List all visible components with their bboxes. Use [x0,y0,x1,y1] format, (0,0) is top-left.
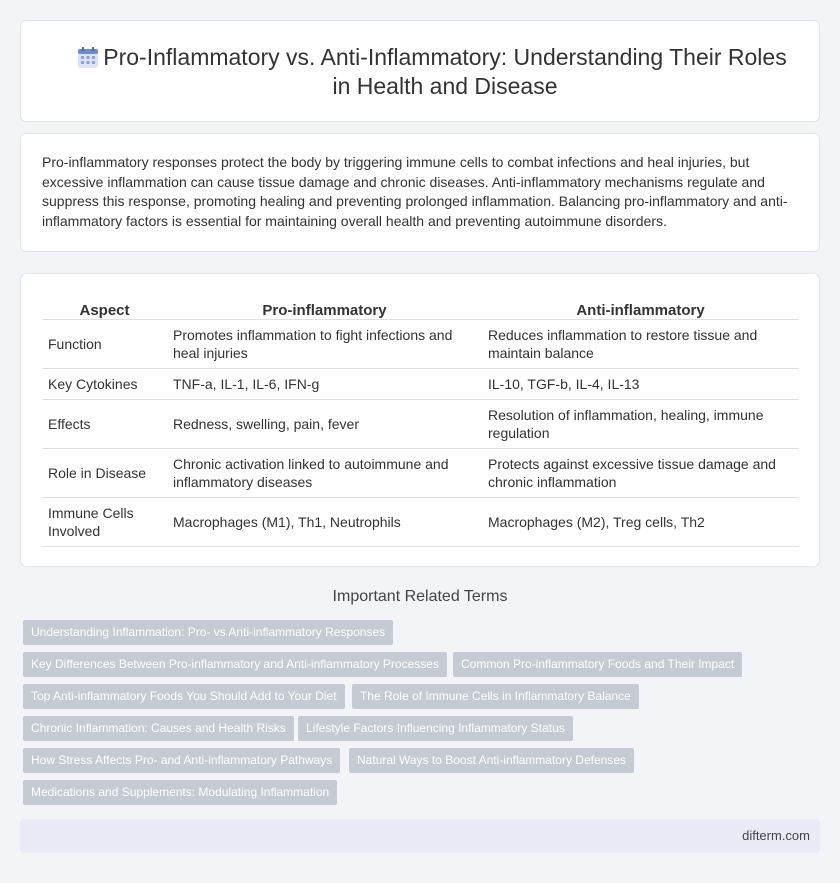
header-aspect: Aspect [79,301,130,319]
related-term-link[interactable]: How Stress Affects Pro- and Anti-inflammatory Pathways [23,748,340,773]
comparison-table [42,295,799,547]
related-term-link[interactable]: Lifestyle Factors Influencing Inflammatory Status [298,716,573,741]
header-card [20,20,820,122]
page-title: Pro-Inflammatory vs. Anti-Inflammatory: Understanding Their Roles in Health and Disease [103,44,787,99]
intro-card [20,133,820,252]
related-term-link[interactable]: Natural Ways to Boost Anti-inflammatory Defenses [349,748,634,773]
header-pro-inflammatory: Pro-inflammatory [262,301,387,319]
related-terms-title: Important Related Terms [332,588,508,605]
aspect-cell: Key Cytokines [42,368,167,399]
aspect-cell: Immune Cells Involved [42,497,167,546]
comparison-card [20,273,820,567]
anti-cell: Reduces inflammation to restore tissue and maintain balance [482,319,799,368]
calendar-icon [77,47,99,69]
pro-cell: Macrophages (M1), Th1, Neutrophils [167,497,482,546]
related-term-link[interactable]: Common Pro-inflammatory Foods and Their Impact [453,652,742,677]
related-term-link[interactable]: Key Differences Between Pro-inflammatory and Anti-inflammatory Processes [23,652,447,677]
footer-site[interactable]: difterm.com [742,828,810,843]
related-term-link[interactable]: Chronic Inflammation: Causes and Health Risks [23,716,294,741]
anti-cell: Protects against excessive tissue damage and chronic inflammation [482,448,799,497]
header-anti-inflammatory: Anti-inflammatory [576,301,705,319]
pro-cell: Chronic activation linked to autoimmune and inflammatory diseases [167,448,482,497]
footer [20,819,820,853]
pro-cell: TNF-a, IL-1, IL-6, IFN-g [167,368,482,399]
intro-paragraph: Pro-inflammatory responses protect the body by triggering immune cells to combat infections and heal injuries, but excessive inflammation can cause tissue damage and chronic diseases. Anti-inflammatory mechanisms regulate and suppress this response, promoting healing and preventing prolonged inflammation. Balancing pro-inflammatory and anti-inflammatory factors is essential for maintaining overall health and preventing autoimmune disorders. [42,154,788,229]
aspect-cell: Effects [42,399,167,448]
related-term-link[interactable]: Understanding Inflammation: Pro- vs Anti-inflammatory Responses [23,620,393,645]
anti-cell: IL-10, TGF-b, IL-4, IL-13 [482,368,799,399]
anti-cell: Resolution of inflammation, healing, immune regulation [482,399,799,448]
related-term-link[interactable]: Medications and Supplements: Modulating Inflammation [23,780,337,805]
table-row [42,319,799,368]
table-row [42,497,799,546]
aspect-cell: Role in Disease [42,448,167,497]
aspect-cell: Function [42,319,167,368]
table-row [42,368,799,399]
table-row [42,448,799,497]
table-header-row [42,295,799,319]
pro-cell: Redness, swelling, pain, fever [167,399,482,448]
related-term-link[interactable]: Top Anti-inflammatory Foods You Should Add to Your Diet [23,684,345,709]
table-row [42,399,799,448]
pro-cell: Promotes inflammation to fight infections and heal injuries [167,319,482,368]
anti-cell: Macrophages (M2), Treg cells, Th2 [482,497,799,546]
related-term-link[interactable]: The Role of Immune Cells in Inflammatory Balance [352,684,639,709]
